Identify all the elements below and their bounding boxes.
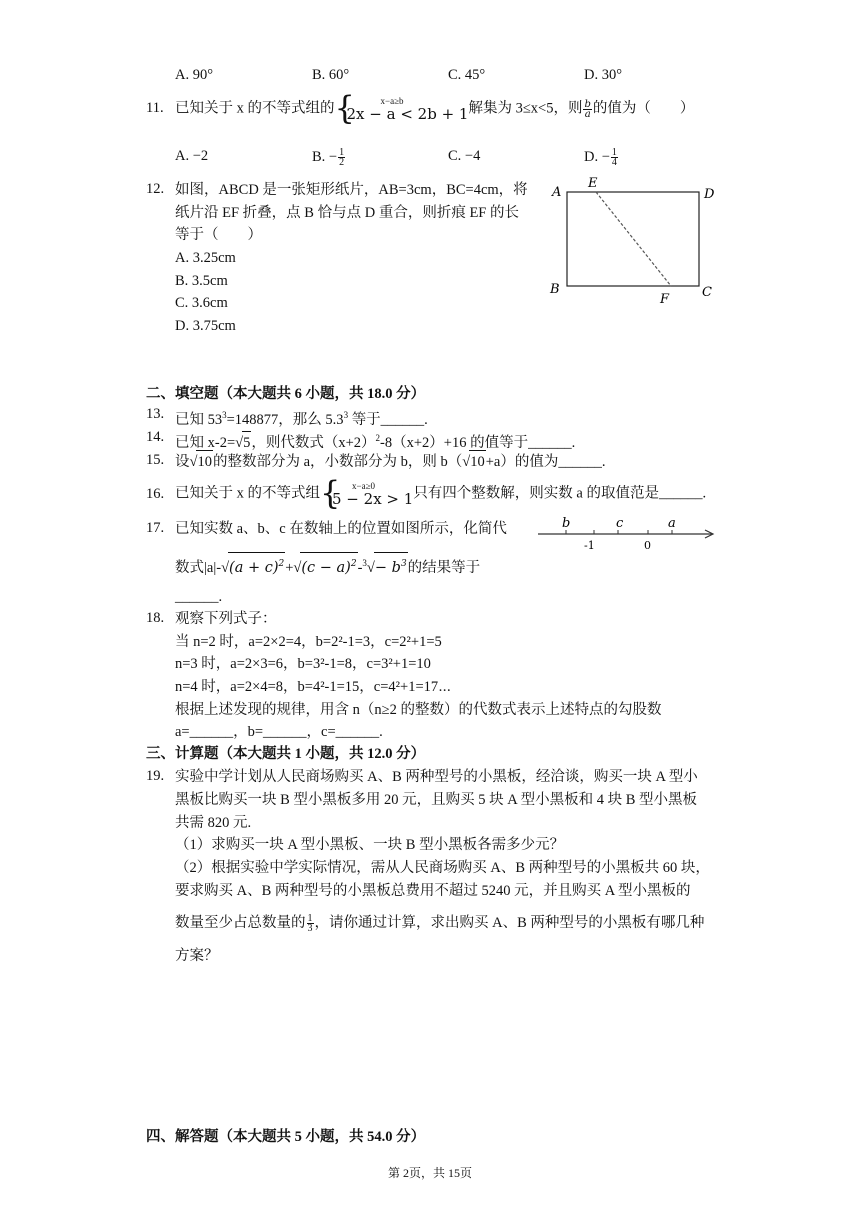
q16-system-row1: x−a≥0 bbox=[352, 481, 376, 491]
q11-option-b-frac bbox=[338, 148, 345, 167]
q12-line-1: 如图，ABCD 是一张矩形纸片，AB=3cm，BC=4cm，将 bbox=[175, 182, 528, 198]
q17-number: 17. bbox=[146, 520, 165, 536]
q12-option-c[interactable]: C. 3.6cm bbox=[175, 295, 228, 311]
q11-end: 的值为（ ） bbox=[592, 100, 695, 117]
q13-sup: 3 bbox=[222, 410, 227, 420]
q13-end: 等于______. bbox=[348, 411, 428, 428]
q19-line-4: （1）求购买一块 A 型小黑板、一块 B 型小黑板各需多少元？ bbox=[175, 837, 565, 853]
q11-pre: 已知关于 x 的不等式组的 bbox=[175, 100, 335, 117]
q18-line-2: 当 n=2 时，a=2×2=4，b=2²-1=3，c=2²+1=5 bbox=[175, 634, 442, 650]
q11-frac-den: a bbox=[584, 108, 591, 120]
q18-line-1: 观察下列式子： bbox=[175, 611, 277, 627]
q13-post: =148877，那么 5.3 bbox=[226, 411, 344, 428]
q11-system: { x−a≥b 2x − a < 2b + 1 bbox=[334, 89, 469, 127]
q18-line-5: 根据上述发现的规律，用含 n（n≥2 的整数）的代数式表示上述特点的勾股数 bbox=[175, 702, 662, 718]
q16-pre: 已知关于 x 的不等式组 bbox=[175, 485, 320, 502]
q18-number: 18. bbox=[146, 610, 165, 626]
q13-sup2: 3 bbox=[343, 410, 349, 420]
section-3-title: 三、计算题（本大题共 1 小题，共 12.0 分） bbox=[146, 746, 426, 762]
q17-rad1: (a + c) bbox=[229, 559, 279, 576]
q11-option-d-label: D. − bbox=[584, 148, 610, 165]
q15-mid: 的整数部分为 a，小数部分为 b，则 b（ bbox=[212, 454, 463, 470]
axis-label-a: a bbox=[668, 516, 676, 531]
q19-line7-pre: 数量至少占总数量的 bbox=[175, 915, 306, 931]
q17-line2-end: 的结果等于 bbox=[407, 559, 481, 576]
q19-frac-den: 3 bbox=[307, 923, 313, 935]
q19-frac-num: 1 bbox=[307, 913, 313, 925]
q15-pre: 设 bbox=[175, 454, 190, 470]
q17-line-3: ______. bbox=[175, 589, 223, 605]
q11-option-b-num: 1 bbox=[339, 147, 345, 158]
q12-line-2: 纸片沿 EF 折叠，点 B 恰与点 D 重合，则折痕 EF 的长 bbox=[175, 205, 519, 221]
q17-rad2: (c − a) bbox=[301, 559, 351, 576]
q14-end: -8（x+2）+16 的值等于______. bbox=[380, 434, 576, 451]
q17-radical-1 bbox=[228, 552, 285, 579]
page-footer: 第 2页，共 15页 bbox=[387, 1166, 472, 1180]
q11-option-d[interactable] bbox=[584, 148, 619, 167]
q14-post: ，则代数式（x+2） bbox=[251, 434, 376, 451]
q19-line-3: 共需 820 元. bbox=[175, 815, 252, 831]
q11-system-row1: x−a≥b bbox=[380, 96, 404, 106]
q19-line7-end: ，请你通过计算，求出购买 A、B 两种型号的小黑板有哪几种 bbox=[314, 915, 705, 931]
label-e: E bbox=[588, 176, 598, 191]
q12-option-d[interactable]: D. 3.75cm bbox=[175, 318, 236, 334]
q19-line-6: 要求购买 A、B 两种型号的小黑板总费用不超过 5240 元，并且购买 A 型小黑板的 bbox=[175, 883, 691, 899]
q17-sup1: 2 bbox=[278, 559, 285, 569]
q17-sup3: 3 bbox=[400, 559, 407, 569]
q18-line-4: n=4 时，a=2×4=8，b=4²-1=15，c=4²+1=17⋯ bbox=[175, 679, 452, 695]
section-2-title: 二、填空题（本大题共 6 小题，共 18.0 分） bbox=[146, 386, 426, 402]
q11-option-d-den: 4 bbox=[611, 157, 617, 168]
q10-option-b[interactable]: B. 60° bbox=[312, 67, 350, 83]
label-a: A bbox=[552, 185, 562, 200]
q17-sup2: 2 bbox=[350, 559, 357, 569]
q14-sup: 2 bbox=[375, 433, 381, 443]
q14-number: 14. bbox=[146, 429, 165, 445]
q10-option-a[interactable]: A. 90° bbox=[175, 67, 214, 83]
label-d: D bbox=[704, 187, 715, 202]
q12-number: 12. bbox=[146, 181, 165, 197]
label-f: F bbox=[660, 292, 670, 307]
q15-end: +a）的值为______. bbox=[485, 454, 606, 470]
q16-end: 只有四个整数解，则实数 a 的取值范是______. bbox=[413, 485, 707, 502]
number-line-figure bbox=[532, 513, 722, 553]
label-b: B bbox=[550, 282, 560, 297]
axis-tick-minus-1: -1 bbox=[584, 539, 595, 552]
q11-fraction bbox=[583, 100, 591, 119]
q11-option-d-frac bbox=[611, 148, 618, 167]
q12-option-a[interactable]: A. 3.25cm bbox=[175, 250, 236, 266]
q18-line-6: a=______，b=______，c=______. bbox=[175, 724, 383, 740]
q16-system: { x−a≥0 5 − 2x > 1 bbox=[320, 474, 414, 512]
axis-tick-0: 0 bbox=[644, 539, 651, 552]
q11-frac-num: b bbox=[584, 98, 591, 110]
q17-radical-3 bbox=[374, 552, 408, 579]
q16-stem bbox=[175, 474, 707, 512]
q19-line-8: 方案？ bbox=[175, 948, 219, 964]
q14-radicand: 5 bbox=[242, 431, 251, 454]
q10-option-d[interactable]: D. 30° bbox=[584, 67, 623, 83]
q11-option-b-label: B. − bbox=[312, 148, 338, 165]
q17-line-2: 数式$|a|-√(a + c)^2+√(c - a)^2-^3√- b^3$的结果等于 bbox=[175, 552, 480, 579]
q14-stem: 已知 x-2=√5，则代数式$(x+2)^2-8(x+2)+16$ 的值等于______. bbox=[175, 427, 575, 454]
q11-option-d-num: 1 bbox=[611, 147, 617, 158]
q19-line-7 bbox=[175, 912, 704, 934]
q13-pre: 已知 53 bbox=[175, 411, 223, 428]
q19-line-2: 黑板比购买一块 B 型小黑板多用 20 元，且购买 5 块 A 型小黑板和 4 块 B 型小黑板 bbox=[175, 792, 698, 808]
q15-number: 15. bbox=[146, 452, 165, 468]
q19-line-1: 实验中学计划从人民商场购买 A、B 两种型号的小黑板，经洽谈，购买一块 A 型小 bbox=[175, 769, 698, 785]
q13-number: 13. bbox=[146, 406, 165, 422]
q16-system-row2: 5 − 2x > 1 bbox=[332, 490, 414, 508]
q11-option-c[interactable]: C. −4 bbox=[448, 148, 481, 164]
q11-system-row2: 2x − a < 2b + 1 bbox=[346, 105, 469, 123]
q17-rad3: − b bbox=[374, 559, 401, 576]
axis-label-b: b bbox=[562, 516, 571, 531]
q11-option-b-den: 2 bbox=[339, 157, 345, 168]
q11-option-a[interactable]: A. −2 bbox=[175, 148, 209, 164]
q12-option-b[interactable]: B. 3.5cm bbox=[175, 273, 228, 289]
q14-pre: 已知 x-2= bbox=[175, 434, 236, 451]
q11-stem bbox=[175, 89, 695, 127]
section-4-title: 四、解答题（本大题共 5 小题，共 54.0 分） bbox=[146, 1129, 426, 1145]
q17-root-index: 3 bbox=[362, 558, 367, 568]
q11-option-b[interactable] bbox=[312, 148, 346, 167]
rectangle-fold-figure bbox=[540, 172, 730, 312]
q17-plus: + bbox=[285, 559, 294, 576]
label-c: C bbox=[702, 285, 712, 300]
q11-number: 11. bbox=[146, 100, 164, 116]
q12-line-3: 等于（ ） bbox=[175, 227, 262, 243]
axis-label-c: c bbox=[616, 516, 624, 531]
q15-stem: 设√10的整数部分为 a，小数部分为 b，则 b（√10+a）的值为______. bbox=[175, 450, 606, 473]
q15-radicand-2: 10 bbox=[469, 450, 486, 473]
q17-line-1: 已知实数 a、b、c 在数轴上的位置如图所示，化简代 bbox=[175, 521, 507, 537]
q19-fraction bbox=[307, 914, 314, 933]
q18-line-3: n=3 时，a=2×3=6，b=3²-1=8，c=3²+1=10 bbox=[175, 656, 431, 672]
q19-line-5: （2）根据实验中学实际情况，需从人民商场购买 A、B 两种型号的小黑板共 60 块， bbox=[175, 860, 710, 876]
q19-number: 19. bbox=[146, 768, 165, 784]
q17-minus: - bbox=[357, 559, 363, 576]
q11-post: 解集为 3≤x<5，则 bbox=[468, 100, 583, 117]
q17-radical-2 bbox=[300, 552, 357, 579]
q17-line2-pre: 数式|a|- bbox=[175, 559, 222, 576]
q16-number: 16. bbox=[146, 486, 165, 502]
q10-option-c[interactable]: C. 45° bbox=[448, 67, 486, 83]
q15-radicand: 10 bbox=[196, 450, 213, 473]
